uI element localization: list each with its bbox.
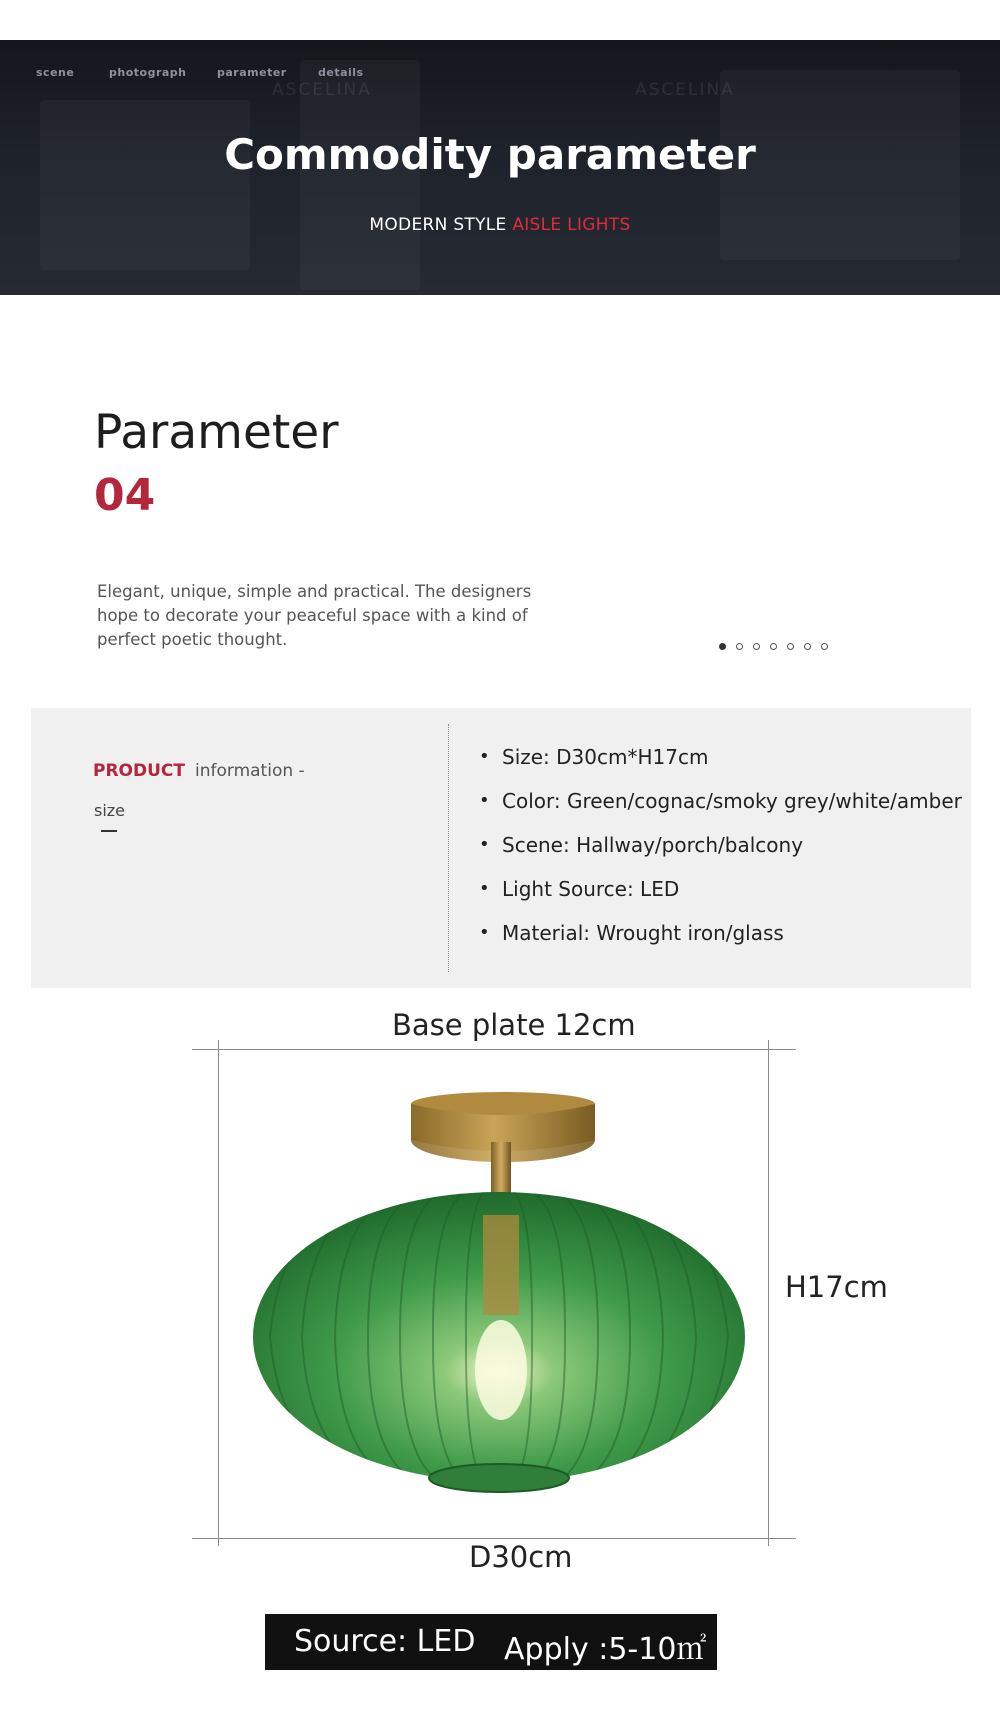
bullet-icon: • [479,746,490,767]
spec-text: Size: D30cm*H17cm [502,745,709,769]
light-source-text: Source: LED [294,1624,476,1659]
info-label-soft: information - [195,761,305,781]
bullet-icon: • [479,922,490,943]
spec-item [479,920,962,964]
info-label [93,760,305,781]
spec-text: Material: Wrought iron/glass [502,921,784,945]
dimension-line-right [768,1040,769,1546]
pager-dot[interactable] [787,643,794,650]
dimension-line-top [192,1049,796,1050]
pager-dot[interactable] [804,643,811,650]
pager-dot[interactable] [821,643,828,650]
product-info-panel [31,708,971,988]
section-number: 04 [94,470,156,521]
nav-photograph[interactable]: photograph [109,66,187,79]
base-plate-label: Base plate 12cm [392,1008,636,1042]
subtitle-main: MODERN STYLE [369,215,507,235]
hero-banner [0,40,1000,295]
nav-parameter[interactable]: parameter [217,66,287,79]
height-label: H17cm [785,1270,888,1304]
diameter-label: D30cm [469,1540,573,1574]
footer-bar [265,1614,717,1670]
banner-title: Commodity parameter [224,130,756,179]
spec-text: Color: Green/cognac/smoky grey/white/amber [502,789,962,813]
watermark-logo: ASCELINA [635,80,735,100]
background-shape [40,100,250,270]
spec-item [479,744,962,788]
info-label-strong: PRODUCT [93,761,185,781]
section-description: Elegant, unique, simple and practical. The designers hope to decorate your peaceful space with a kind of perfect poetic thought. [97,582,532,649]
pager-dot[interactable] [736,643,743,650]
pager-dot[interactable] [719,643,726,650]
nav-scene[interactable]: scene [36,66,75,79]
bullet-icon: • [479,834,490,855]
watermark-logo: ASCELINA [272,80,372,100]
spec-text: Light Source: LED [502,877,680,901]
pager-dot[interactable] [753,643,760,650]
section-heading: Parameter [94,405,339,460]
spec-item [479,876,962,920]
divider [101,830,117,832]
divider [448,724,449,972]
nav-details[interactable]: details [318,66,364,79]
subtitle-accent: AISLE LIGHTS [512,215,631,235]
info-sub-label: size [94,801,126,820]
spec-text: Scene: Hallway/porch/balcony [502,833,804,857]
spec-item [479,788,962,832]
ceiling-lamp-image [240,1070,760,1510]
banner-subtitle [0,215,1000,235]
apply-area-text: Apply :5-10㎡ [504,1632,707,1667]
spec-list [479,744,962,964]
bullet-icon: • [479,790,490,811]
spec-item [479,832,962,876]
dimension-line-left [218,1040,219,1546]
banner-nav [0,66,1000,86]
bullet-icon: • [479,878,490,899]
pager-dot[interactable] [770,643,777,650]
dimension-line-bottom [192,1538,796,1539]
